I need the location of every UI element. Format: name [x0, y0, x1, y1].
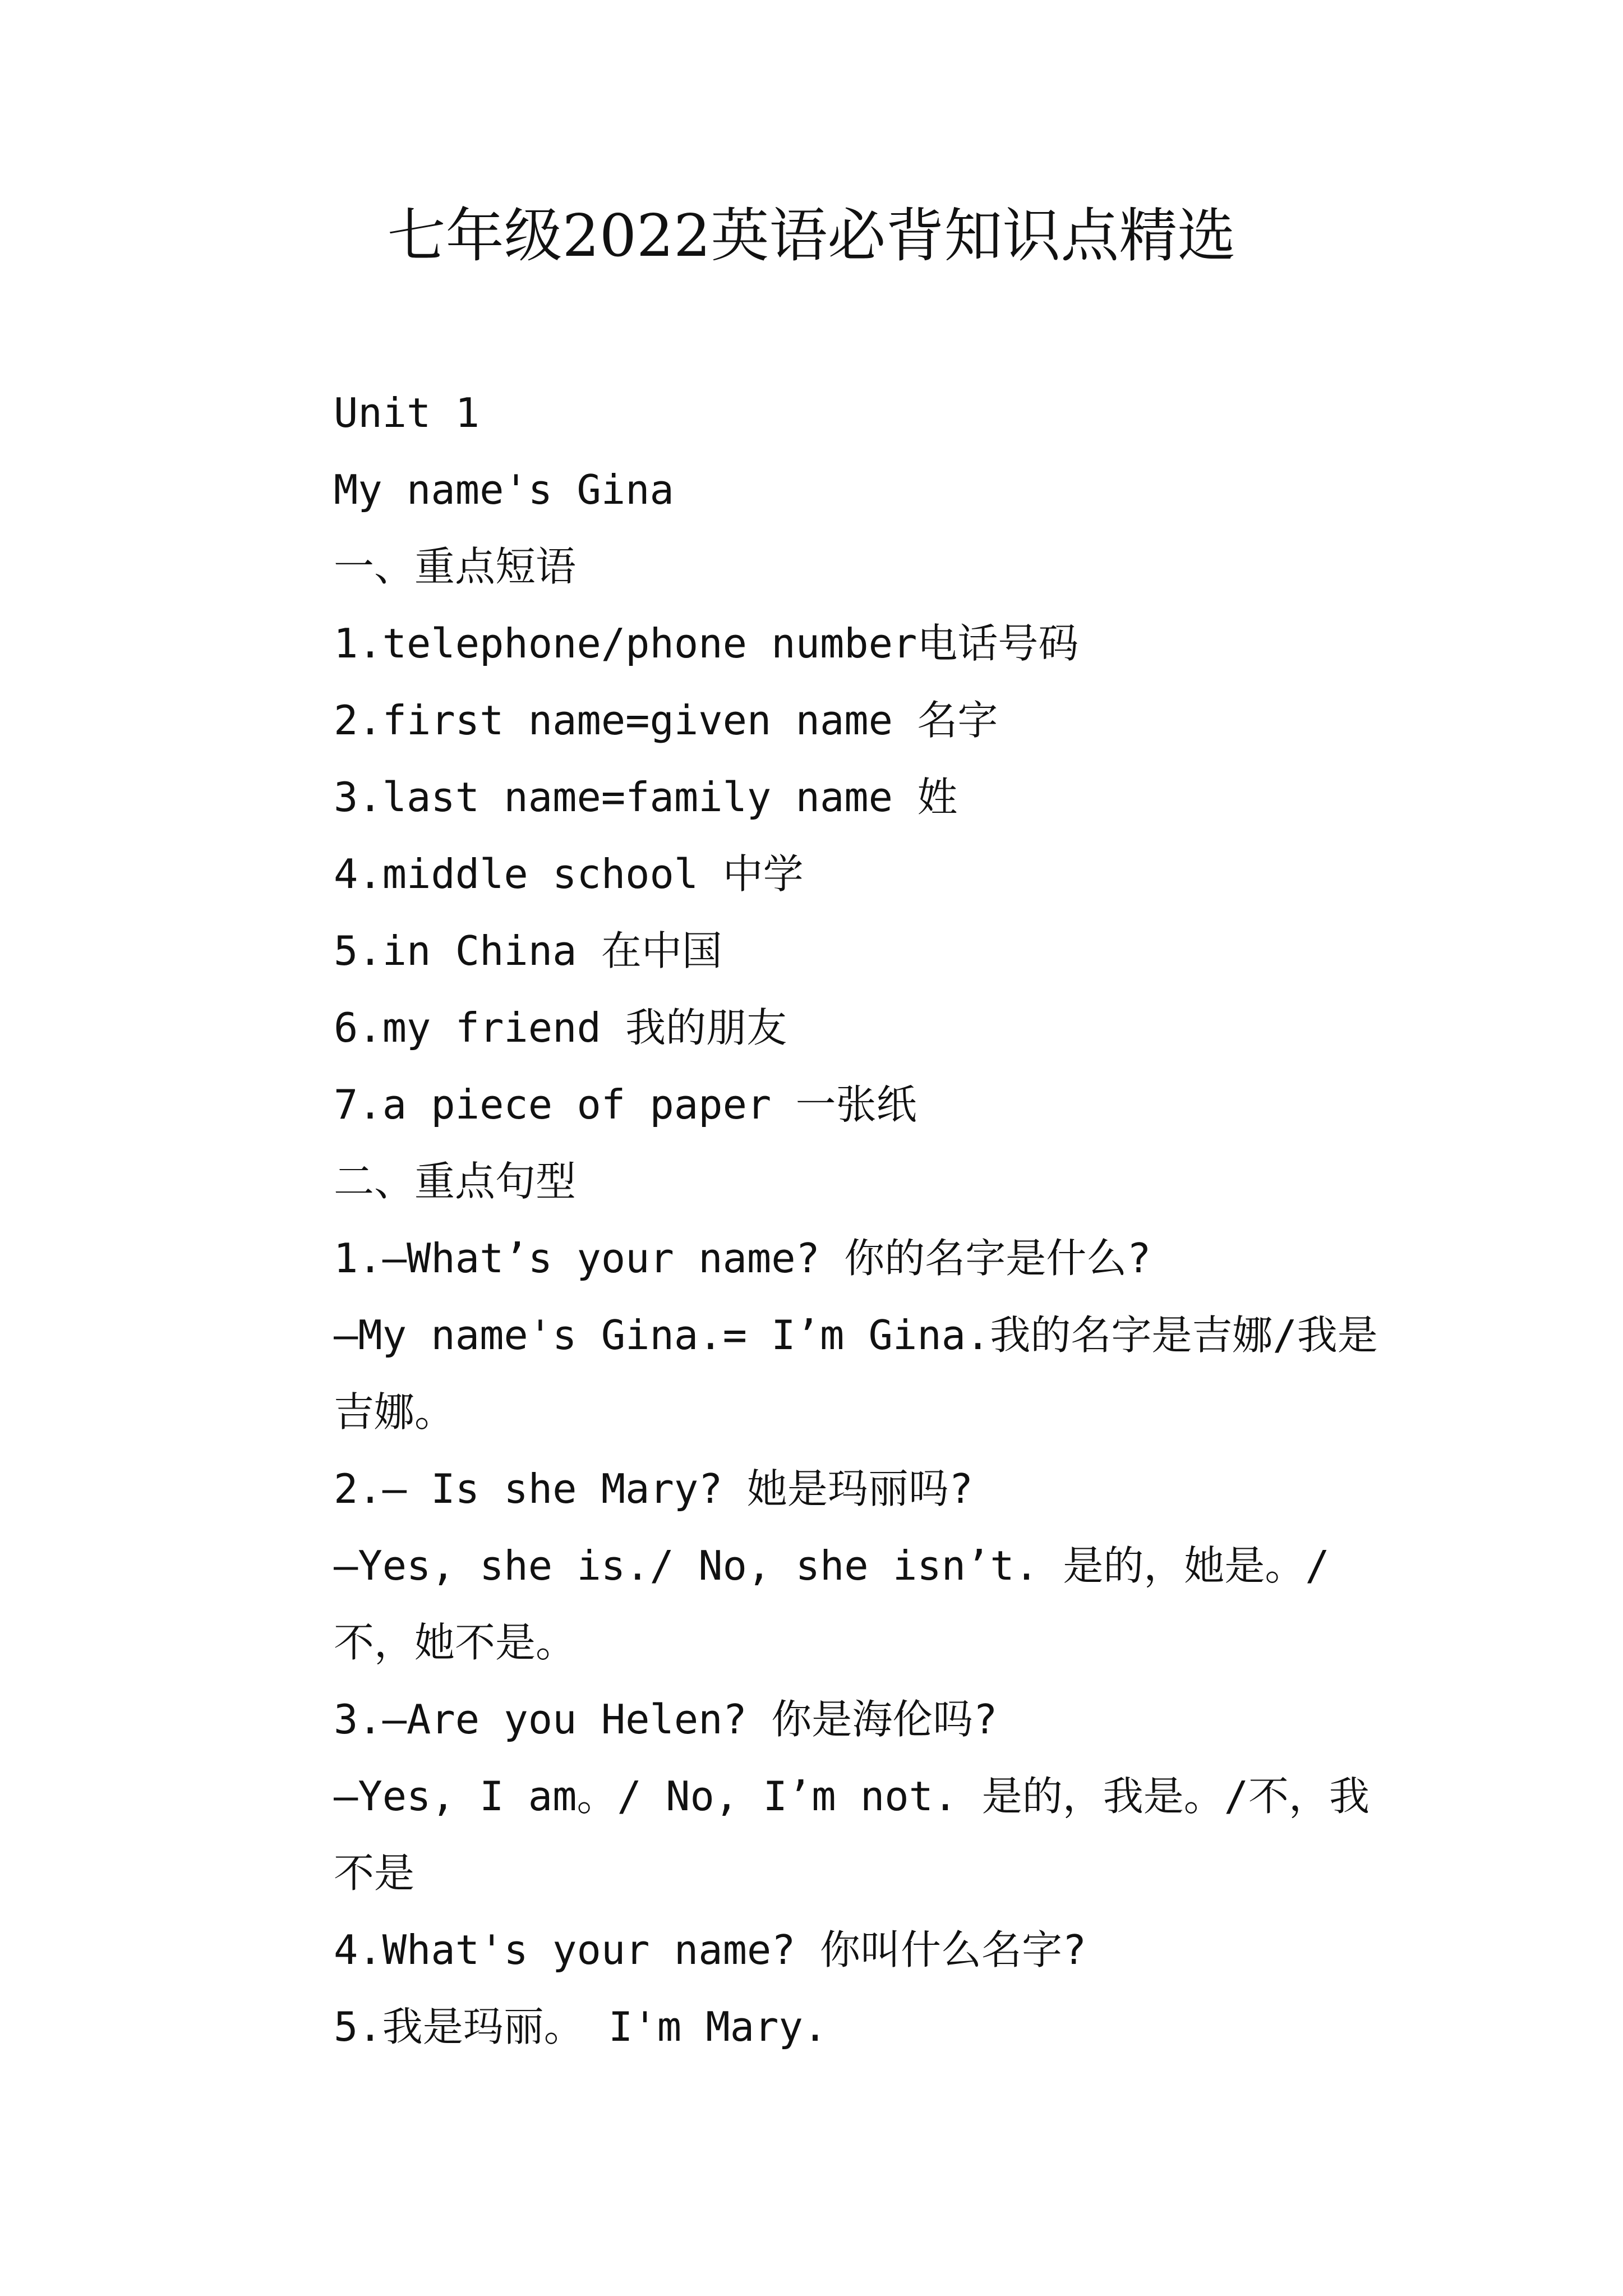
sentence-line: 3.—Are you Helen? 你是海伦吗?: [334, 1696, 998, 1743]
phrase-item: 2.first name=given name 名字: [334, 697, 998, 744]
sentence-line: 1.—What’s your name? 你的名字是什么?: [334, 1235, 1151, 1282]
section-heading-phrases: 一、重点短语: [334, 543, 577, 590]
phrase-item: 1.telephone/phone number电话号码: [334, 620, 1079, 667]
sentence-line: 2.— Is she Mary? 她是玛丽吗?: [334, 1465, 974, 1512]
sentence-line: —Yes, she is./ No, she isn’t. 是的，她是。/不，她不是。: [334, 1542, 1330, 1666]
unit-subheading: My name's Gina: [334, 466, 674, 513]
phrase-item: 7.a piece of paper 一张纸: [334, 1081, 917, 1128]
phrase-item: 3.last name=family name 姓: [334, 774, 958, 821]
sentence-line: —My name's Gina.= I’m Gina.我的名字是吉娜/我是吉娜。: [334, 1312, 1378, 1435]
sentence-line: 4.What's your name? 你叫什么名字?: [334, 1926, 1087, 1973]
document-body: [250, 375, 1391, 2065]
document-title: 七年级2022英语必背知识点精选: [387, 201, 1236, 270]
phrase-item: 4.middle school 中学: [334, 850, 804, 898]
unit-heading: Unit 1: [334, 389, 480, 436]
section-heading-sentences: 二、重点句型: [334, 1158, 577, 1205]
sentence-line: 5.我是玛丽。 I'm Mary.: [334, 2003, 828, 2050]
phrase-item: 6.my friend 我的朋友: [334, 1004, 787, 1051]
sentence-line: —Yes, I am。/ No, I’m not. 是的，我是。/不，我不是: [334, 1773, 1370, 1897]
phrase-item: 5.in China 在中国: [334, 927, 722, 974]
